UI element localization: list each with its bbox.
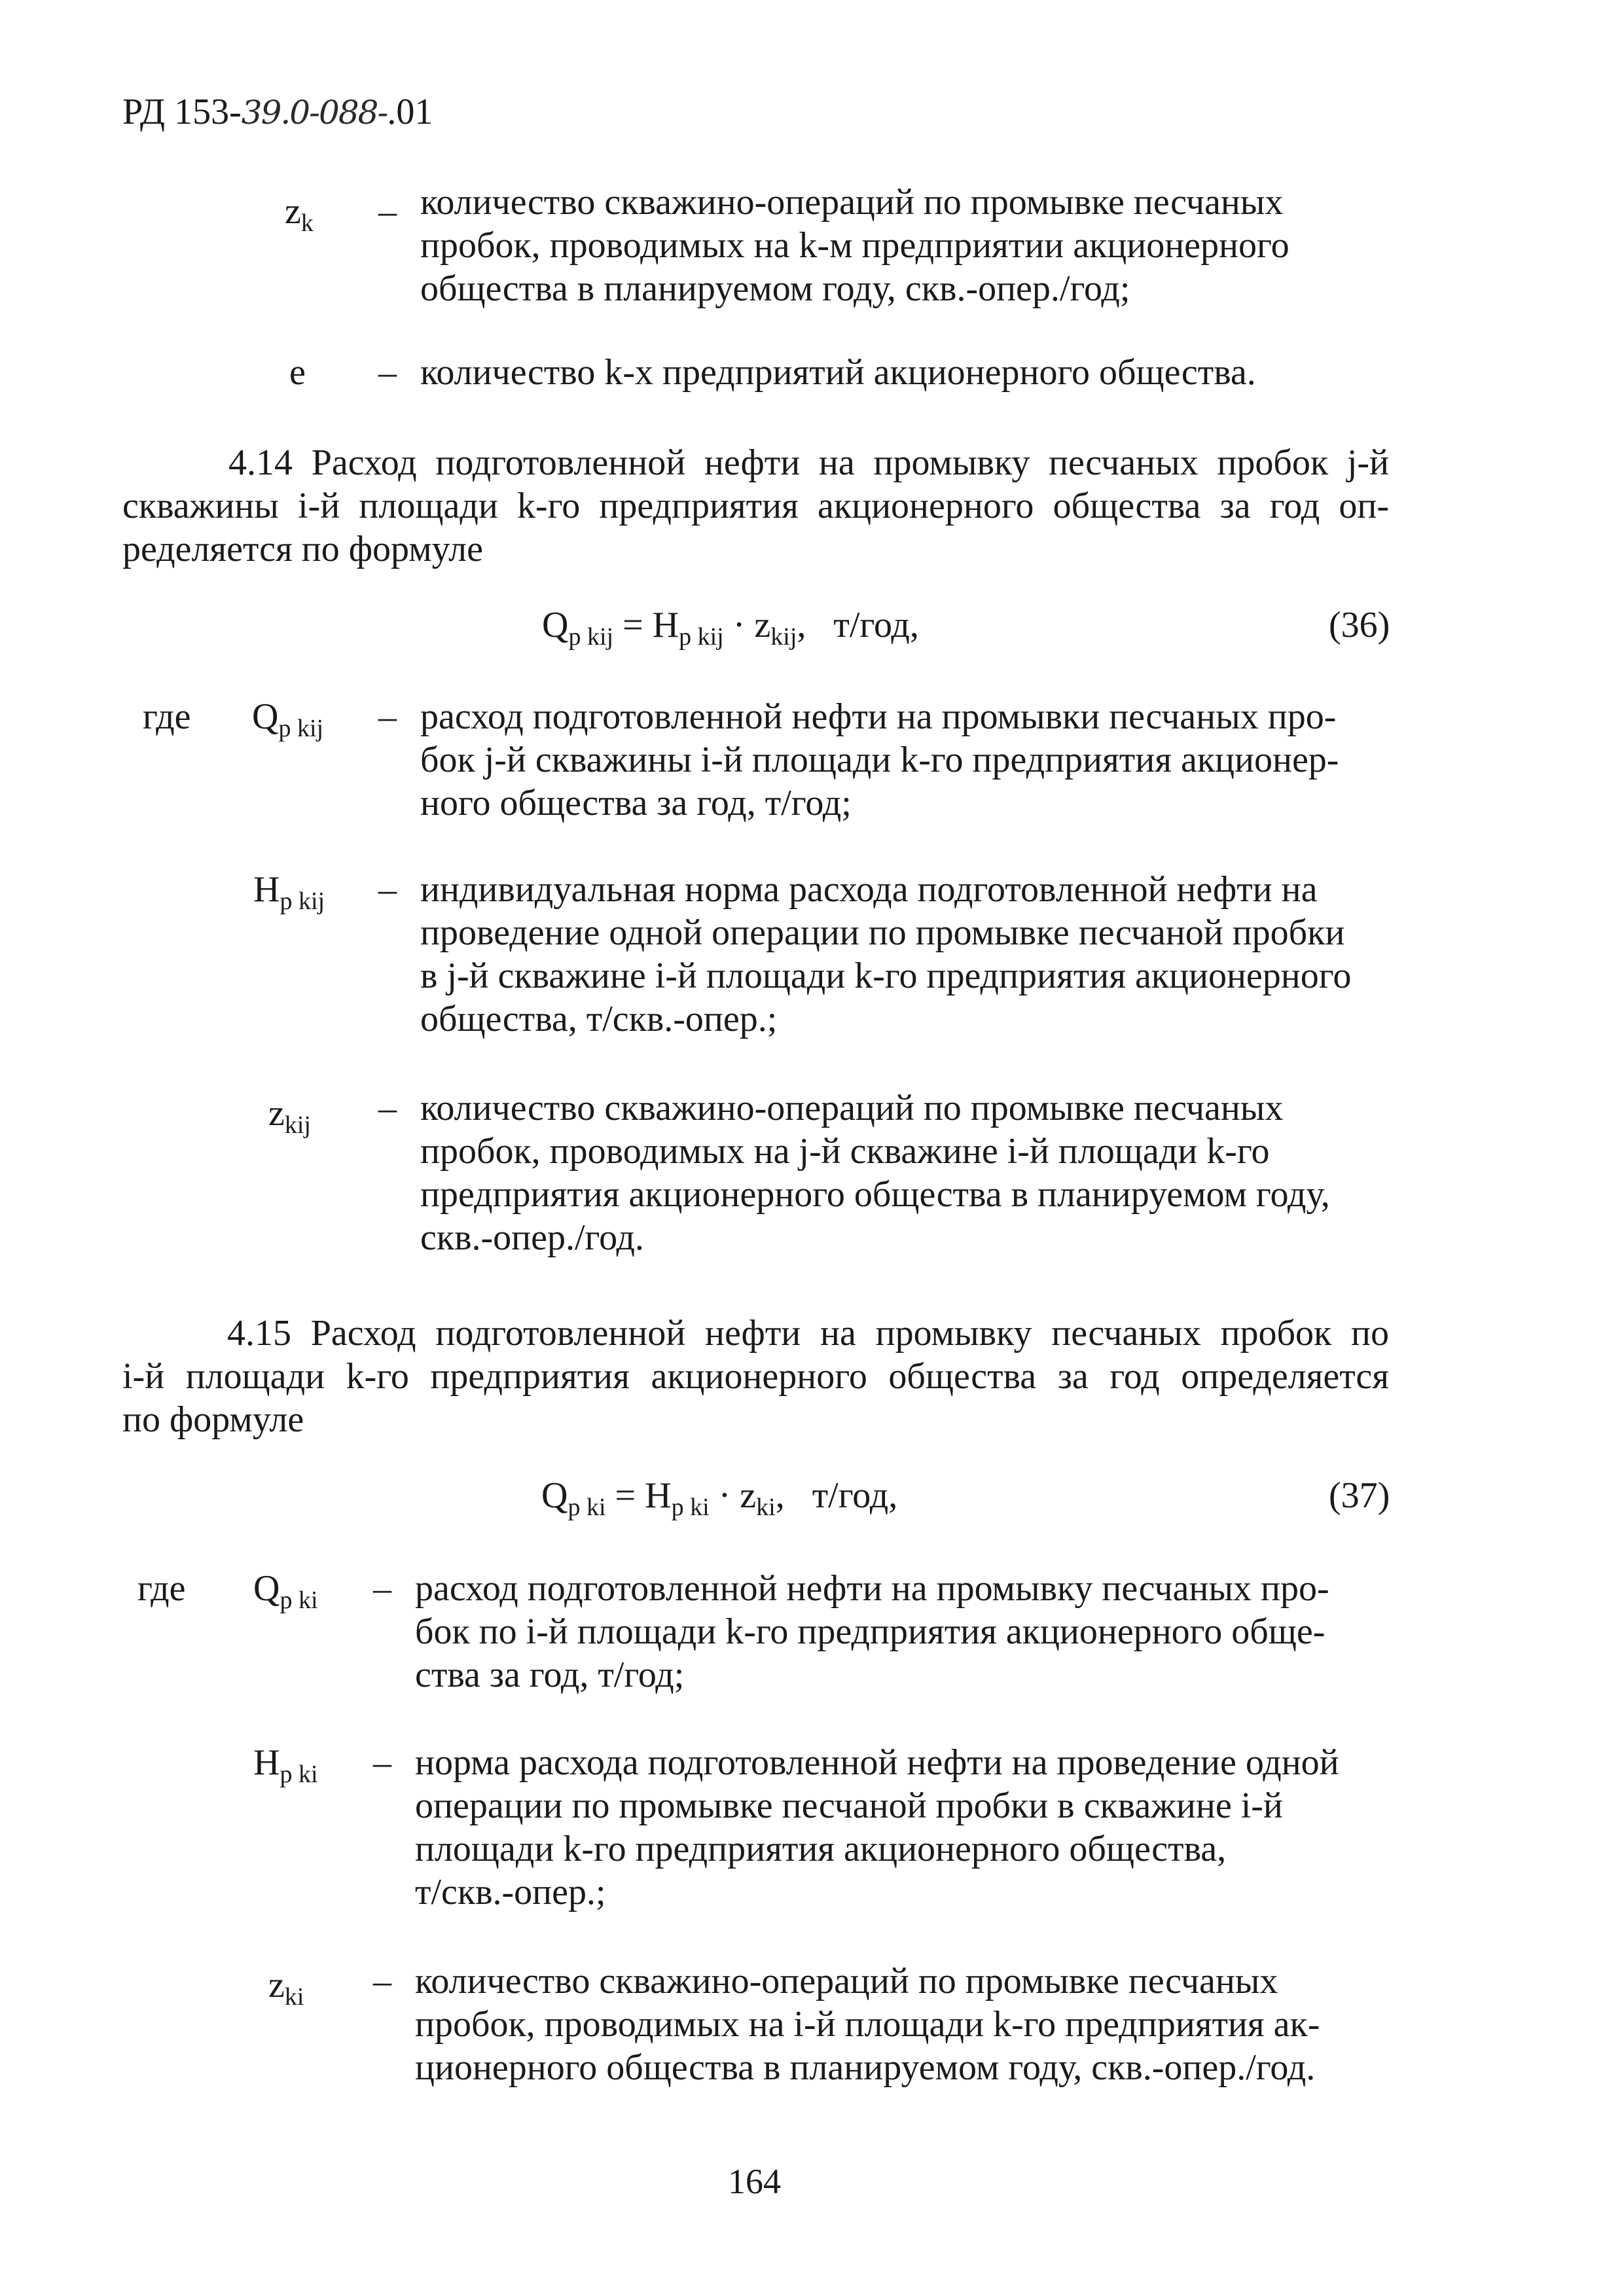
def-description-e: количество k-х предприятий акционерного общества.	[420, 352, 1256, 393]
where-label: где	[137, 1568, 186, 1609]
paragraph-4-14: 4.14 Расход подготовленной нефти на промывку песчаных пробок j-й скважины i-й площади k-го предприятия акционерного общества за год оп- ределяется по формуле	[122, 442, 1389, 569]
equation-number-37: (37)	[1329, 1475, 1390, 1516]
def-dash: –	[373, 1742, 391, 1783]
def-dash: –	[373, 1568, 391, 1609]
def-symbol-q-p-ki: $Q_{p ki}$	[253, 1568, 318, 1614]
def-dash: –	[378, 1088, 397, 1128]
document-code-prefix: РД 153-	[122, 92, 242, 132]
def-dash: –	[378, 869, 397, 910]
page-number: 164	[728, 2162, 781, 2201]
def-description-zk: количество скважино-операций по промывке песчаных пробок, проводимых на k-м предприятии акционерного общества в планируемом году, скв.-опер./год;	[420, 182, 1290, 309]
def-dash: –	[378, 696, 397, 737]
document-code-suffix: .01	[387, 92, 433, 132]
paragraph-4-15: 4.15 Расход подготовленной нефти на промывку песчаных пробок по i-й площади k-го предприятия акционерного общества за год определяется по формуле	[122, 1313, 1389, 1440]
def-symbol-q-p-kij: $Q_{p kij}$	[252, 696, 324, 742]
formula-37: $Q_{p ki} = H_{p ki} \cdot z_{ki}$, т/год,	[541, 1475, 898, 1521]
document-code-handwritten: 39.0-088-	[241, 94, 388, 132]
def-dash: –	[378, 352, 397, 393]
def-description-q-p-kij: расход подготовленной нефти на промывки песчаных про- бок j-й скважины i-й площади k-го предприятия акционер- ного общества за год, т/год;	[420, 696, 1339, 823]
equation-number-36: (36)	[1329, 605, 1390, 645]
def-symbol-e: e	[289, 352, 306, 393]
def-symbol-zk: $z_k$	[285, 191, 314, 237]
def-symbol-h-p-kij: $H_{p kij}$	[253, 869, 325, 915]
def-symbol-z-ki: $z_{ki}$	[268, 1965, 304, 2011]
def-description-z-kij: количество скважино-операций по промывке песчаных пробок, проводимых на j-й скважине i-й площади k-го предприятия акционерного общества в планируемом году, скв.-опер./год.	[420, 1088, 1330, 1258]
def-description-h-p-kij: индивидуальная норма расхода подготовленной нефти на проведение одной операции по промывке песчаной пробки в j-й скважине i-й площади k-го предприятия акционерного общества, т/скв.-опер.;	[420, 869, 1352, 1039]
where-label: где	[143, 696, 191, 737]
def-symbol-h-p-ki: $H_{p ki}$	[253, 1742, 318, 1788]
def-description-z-ki: количество скважино-операций по промывке песчаных пробок, проводимых на i-й площади k-го предприятия ак- ционерного общества в планируемом году, скв.-опер./год.	[415, 1961, 1320, 2088]
def-dash: –	[378, 191, 397, 232]
def-description-h-p-ki: норма расхода подготовленной нефти на проведение одной операции по промывке песчаной пробки в скважине i-й площади k-го предприятия акционерного общества, т/скв.-опер.;	[415, 1742, 1339, 1912]
def-description-q-p-ki: расход подготовленной нефти на промывку песчаных про- бок по i-й площади k-го предприятия акционерного обще- ства за год, т/год;	[415, 1568, 1329, 1695]
document-code-header	[122, 90, 433, 134]
def-symbol-z-kij: $z_{kij}$	[268, 1093, 311, 1139]
formula-36: $Q_{p kij} = H_{p kij} \cdot z_{kij}$, т/год,	[542, 605, 919, 651]
def-dash: –	[373, 1961, 391, 2001]
